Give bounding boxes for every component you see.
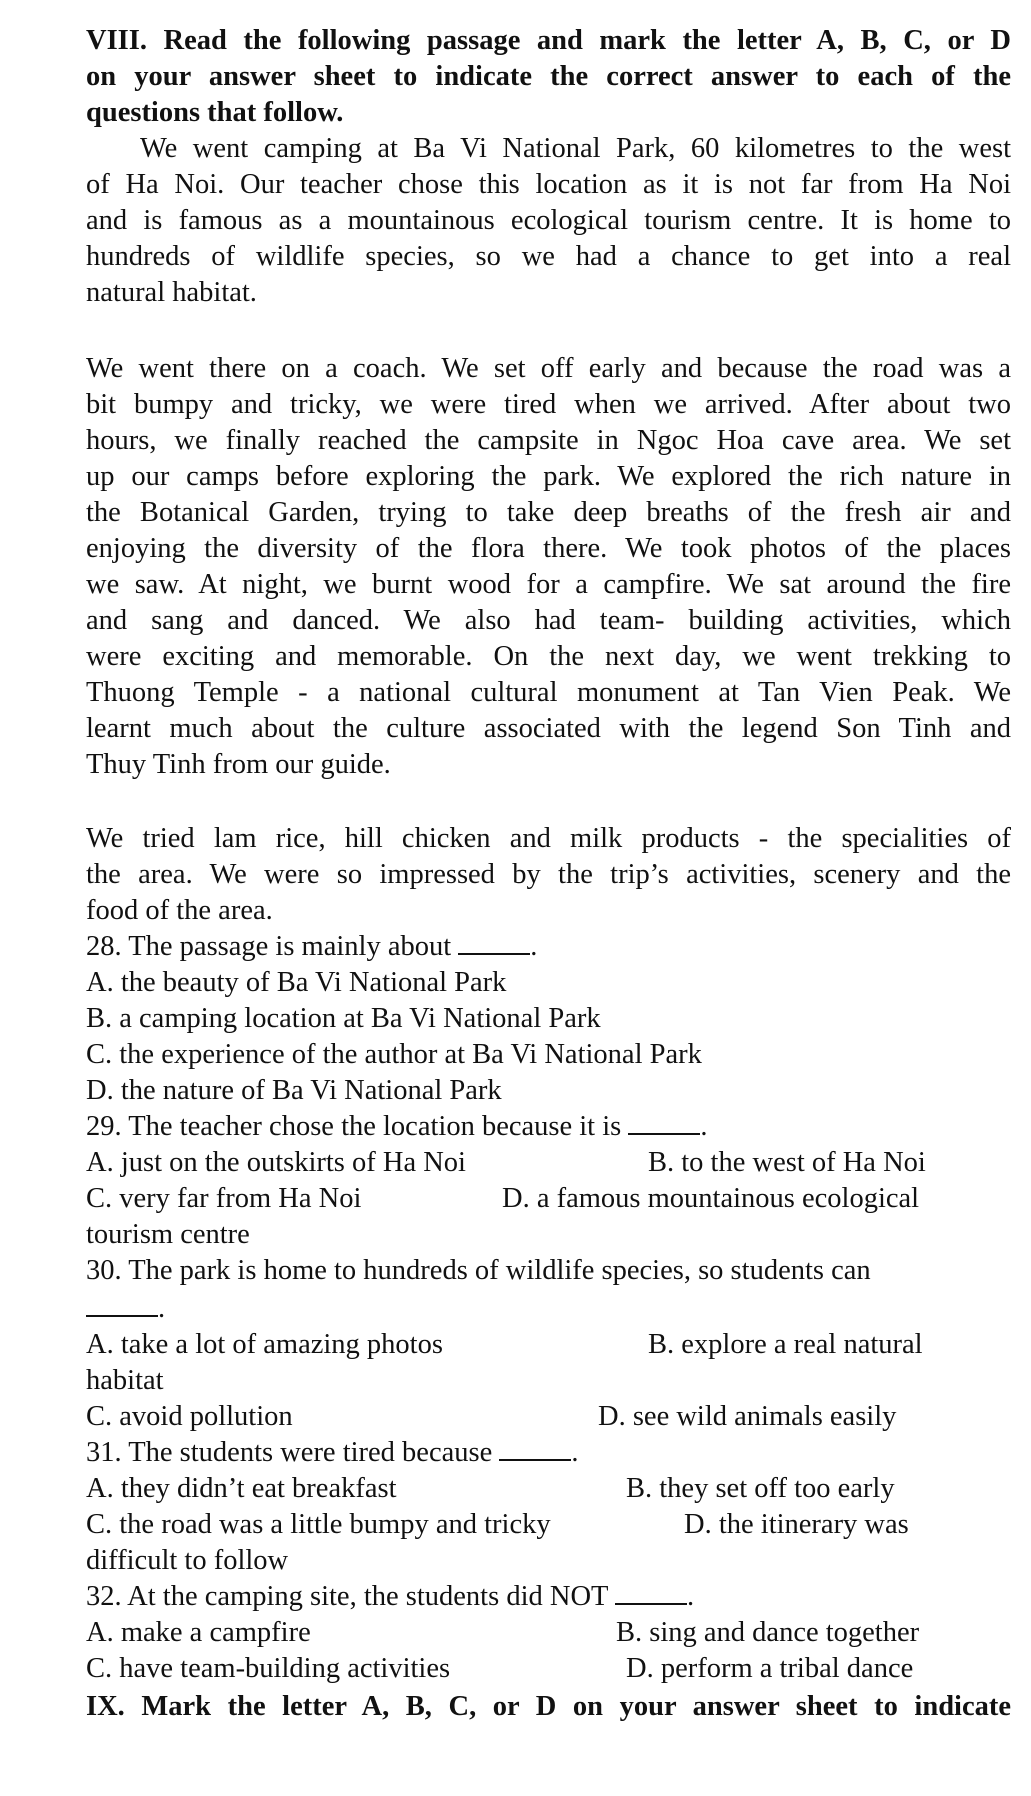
question-30-stem-end: . [158, 1293, 166, 1324]
question-32-option-a: A. make a campfire [86, 1617, 311, 1648]
question-29-option-b: B. to the west of Ha Noi [648, 1147, 926, 1178]
passage-p1-line-4: hundreds of wildlife species, so we had a chance to get into a real [86, 241, 1011, 272]
question-29-option-d: D. a famous mountainous ecological [502, 1183, 920, 1214]
question-32-stem-end: . [687, 1581, 695, 1612]
answer-blank [458, 929, 530, 955]
passage-p2-line-8: and sang and danced. We also had team- building activities, which [86, 605, 1011, 636]
question-32-option-b: B. sing and dance together [616, 1617, 920, 1648]
question-31-option-b: B. they set off too early [626, 1473, 895, 1504]
passage-p2-line-12: Thuy Tinh from our guide. [86, 749, 391, 780]
question-31-stem [86, 1434, 579, 1471]
passage-p2-line-10: Thuong Temple - a national cultural monument at Tan Vien Peak. We [86, 677, 1011, 708]
section-8-heading-line-2: on your answer sheet to indicate the correct answer to each of the [86, 61, 1011, 92]
section-8-heading-line-3: questions that follow. [86, 97, 344, 128]
question-30-option-d: D. see wild animals easily [598, 1401, 897, 1432]
question-28-option-b: B. a camping location at Ba Vi National Park [86, 1003, 601, 1034]
question-31-option-d-continued: difficult to follow [86, 1545, 289, 1576]
question-28-option-c: C. the experience of the author at Ba Vi National Park [86, 1039, 702, 1070]
question-28-option-d: D. the nature of Ba Vi National Park [86, 1075, 502, 1106]
passage-p2-line-6: enjoying the diversity of the flora there. We took photos of the places [86, 533, 1011, 564]
answer-blank [86, 1291, 158, 1317]
question-29-option-a: A. just on the outskirts of Ha Noi [86, 1147, 466, 1178]
question-30-option-a: A. take a lot of amazing photos [86, 1329, 443, 1360]
passage-p1-line-1: We went camping at Ba Vi National Park, 60 kilometres to the west [140, 133, 1011, 164]
question-32-stem-text: 32. At the camping site, the students did NOT [86, 1581, 608, 1612]
passage-p2-line-11: learnt much about the culture associated with the legend Son Tinh and [86, 713, 1011, 744]
passage-p2-line-1: We went there on a coach. We set off early and because the road was a [86, 353, 1011, 384]
answer-blank [628, 1109, 700, 1135]
question-28-stem-end: . [530, 931, 538, 962]
passage-p3-line-2: the area. We were so impressed by the trip’s activities, scenery and the [86, 859, 1011, 890]
passage-p2-line-5: the Botanical Garden, trying to take deep breaths of the fresh air and [86, 497, 1011, 528]
question-31-stem-end: . [571, 1437, 579, 1468]
question-29-stem-end: . [700, 1111, 708, 1142]
question-32-stem [86, 1578, 694, 1615]
question-28-stem [86, 928, 537, 965]
question-31-option-d: D. the itinerary was [684, 1509, 909, 1540]
question-31-stem-text: 31. The students were tired because [86, 1437, 493, 1468]
passage-p1-line-3: and is famous as a mountainous ecological tourism centre. It is home to [86, 205, 1011, 236]
question-30-option-c: C. avoid pollution [86, 1401, 293, 1432]
passage-p2-line-4: up our camps before exploring the park. We explored the rich nature in [86, 461, 1011, 492]
section-8-heading-line-1: VIII. Read the following passage and mark the letter A, B, C, or D [86, 25, 1011, 56]
answer-blank [499, 1435, 571, 1461]
passage-p3-line-3: food of the area. [86, 895, 273, 926]
question-32-option-d: D. perform a tribal dance [626, 1653, 914, 1684]
passage-p2-line-7: we saw. At night, we burnt wood for a campfire. We sat around the fire [86, 569, 1011, 600]
question-29-stem-text: 29. The teacher chose the location because it is [86, 1111, 622, 1142]
passage-p2-line-9: were exciting and memorable. On the next day, we went trekking to [86, 641, 1011, 672]
question-28-option-a: A. the beauty of Ba Vi National Park [86, 967, 507, 998]
passage-p2-line-2: bit bumpy and tricky, we were tired when we arrived. After about two [86, 389, 1011, 420]
question-32-option-c: C. have team-building activities [86, 1653, 451, 1684]
question-30-option-b: B. explore a real natural [648, 1329, 923, 1360]
question-29-stem [86, 1108, 707, 1145]
passage-p2-line-3: hours, we finally reached the campsite in Ngoc Hoa cave area. We set [86, 425, 1011, 456]
question-31-option-a: A. they didn’t eat breakfast [86, 1473, 397, 1504]
question-30-option-b-continued: habitat [86, 1365, 164, 1396]
question-31-option-c: C. the road was a little bumpy and tricky [86, 1509, 551, 1540]
passage-p1-line-5: natural habitat. [86, 277, 257, 308]
question-28-stem-text: 28. The passage is mainly about [86, 931, 452, 962]
question-30-blank-line [86, 1290, 165, 1327]
question-30-stem: 30. The park is home to hundreds of wildlife species, so students can [86, 1255, 871, 1286]
question-29-option-d-continued: tourism centre [86, 1219, 250, 1250]
question-29-option-c: C. very far from Ha Noi [86, 1183, 362, 1214]
passage-p1-line-2: of Ha Noi. Our teacher chose this location as it is not far from Ha Noi [86, 169, 1011, 200]
answer-blank [615, 1579, 687, 1605]
section-9-heading: IX. Mark the letter A, B, C, or D on your answer sheet to indicate [86, 1691, 1011, 1722]
passage-p3-line-1: We tried lam rice, hill chicken and milk products - the specialities of [86, 823, 1011, 854]
